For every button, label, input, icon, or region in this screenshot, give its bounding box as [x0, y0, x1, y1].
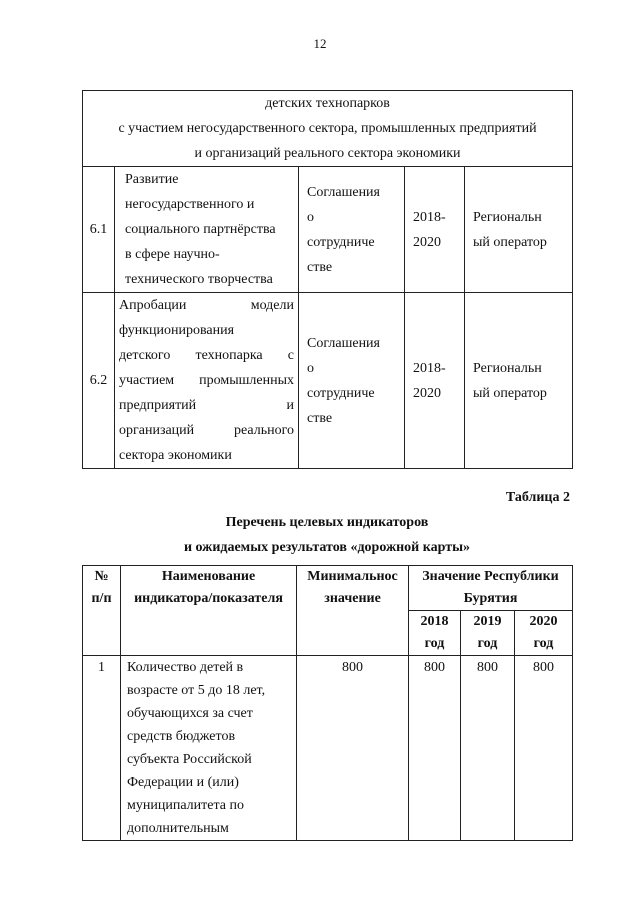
- row-number: 6.2: [83, 293, 115, 469]
- column-header-group: [409, 566, 573, 611]
- period-line: 2020: [413, 385, 441, 401]
- header-line: Наименование: [161, 569, 256, 584]
- executor-line: ый оператор: [473, 234, 547, 250]
- period-line: 2020: [413, 234, 441, 250]
- description-line: участием промышленных: [119, 373, 294, 388]
- header-line: Минимальнос: [307, 569, 398, 584]
- target-indicators-table: [82, 565, 573, 841]
- result-form: [299, 167, 405, 293]
- form-line: о: [307, 209, 314, 225]
- period-line: 2018-: [413, 209, 446, 225]
- description-line: социального партнёрства: [125, 222, 276, 237]
- year-unit: год: [477, 636, 498, 651]
- header-line: Бурятия: [463, 591, 518, 606]
- table-row: [83, 293, 573, 469]
- section-header-line: с участием негосударственного сектора, промышленных предприятий: [118, 121, 537, 136]
- description-line: сектора экономики: [119, 448, 232, 463]
- description-line: средств бюджетов: [127, 729, 236, 744]
- description-line: организаций реального: [119, 423, 294, 438]
- description-line: технического творчества: [125, 272, 273, 287]
- description-line: Развитие: [125, 172, 179, 187]
- form-line: стве: [307, 259, 333, 275]
- header-line: п/п: [91, 591, 112, 606]
- form-line: сотрудниче: [307, 385, 375, 401]
- value-2020: 800: [515, 656, 573, 841]
- column-header-minimum: [297, 566, 409, 656]
- period-line: 2018-: [413, 360, 446, 376]
- header-line: Значение Республики: [422, 569, 559, 584]
- description-line: Количество детей в: [127, 660, 244, 675]
- year-unit: год: [424, 636, 445, 651]
- header-line: значение: [324, 591, 381, 606]
- description-line: Федерации и (или): [127, 775, 239, 790]
- section-header-line: и организаций реального сектора экономики: [194, 146, 461, 161]
- description-line: функционирования: [119, 323, 235, 338]
- column-header-year: [515, 611, 573, 656]
- minimum-value: 800: [297, 656, 409, 841]
- roadmap-activities-table: [82, 90, 573, 469]
- table-caption-line-2: и ожидаемых результатов «дорожной карты»: [183, 540, 471, 555]
- description-line: обучающихся за счет: [127, 706, 253, 721]
- column-header-number: [83, 566, 121, 656]
- description-line: негосударственного и: [125, 197, 255, 212]
- header-line: индикатора/показателя: [134, 591, 283, 606]
- indicator-description: [121, 656, 297, 841]
- period: [405, 167, 465, 293]
- page-number: 12: [313, 36, 327, 51]
- form-line: Соглашения: [307, 184, 380, 200]
- description-line: субъекта Российской: [127, 752, 252, 767]
- executor: [465, 293, 573, 469]
- section-header-line: детских технопарков: [265, 96, 390, 111]
- header-line: №: [94, 569, 109, 584]
- description-line: дополнительным: [127, 821, 229, 836]
- year-label: 2020: [529, 614, 558, 629]
- period: [405, 293, 465, 469]
- description-line: муниципалитета по: [127, 798, 244, 813]
- year-unit: год: [533, 636, 554, 651]
- activity-description: [115, 293, 299, 469]
- column-header-year: [461, 611, 515, 656]
- description-line: в сфере научно-: [125, 247, 220, 262]
- column-header-indicator: [121, 566, 297, 656]
- form-line: сотрудниче: [307, 234, 375, 250]
- value-2018: 800: [409, 656, 461, 841]
- year-label: 2019: [473, 614, 502, 629]
- result-form: [299, 293, 405, 469]
- executor-line: Региональн: [473, 209, 542, 225]
- description-line: Апробации модели: [119, 298, 294, 313]
- form-line: о: [307, 360, 314, 376]
- activity-description: [115, 167, 299, 293]
- value-2019: 800: [461, 656, 515, 841]
- table1-section-header-row: [83, 91, 573, 167]
- executor-line: Региональн: [473, 360, 542, 376]
- description-line: возрасте от 5 до 18 лет,: [127, 683, 266, 698]
- table2-header-row: [83, 566, 573, 611]
- column-header-year: [409, 611, 461, 656]
- table-label: Таблица 2: [505, 490, 570, 505]
- executor-line: ый оператор: [473, 385, 547, 401]
- form-line: стве: [307, 410, 333, 426]
- description-line: детского технопарка с: [119, 348, 294, 363]
- row-number: 6.1: [83, 167, 115, 293]
- table-row: [83, 656, 573, 841]
- year-label: 2018: [420, 614, 449, 629]
- table-row: [83, 167, 573, 293]
- form-line: Соглашения: [307, 335, 380, 351]
- executor: [465, 167, 573, 293]
- table-caption-line-1: Перечень целевых индикаторов: [225, 515, 429, 530]
- description-line: предприятий и: [119, 398, 294, 413]
- table1-section-header: [83, 91, 573, 167]
- row-number: 1: [83, 656, 121, 841]
